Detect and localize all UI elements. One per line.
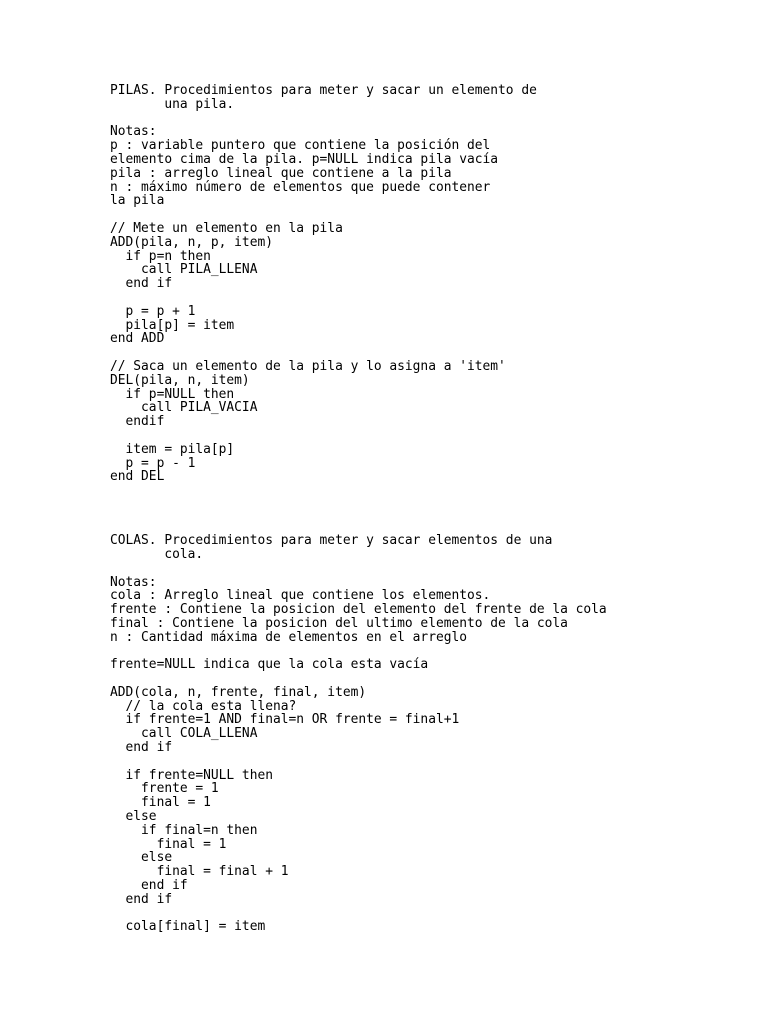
code-line: ADD(cola, n, frente, final, item) [110,684,367,700]
code-line [110,291,750,305]
code-line [110,429,750,443]
document-page [110,84,750,934]
code-line: end if [110,276,173,292]
code-line: endif [110,414,165,430]
pilas-title-line: PILAS. Procedimientos para meter y sacar un elemento de [110,83,537,98]
code-line: end if [110,878,188,894]
pilas-notes-line: pila : arreglo lineal que contiene a la pila [110,165,452,181]
pilas-title-line: una pila. [110,96,235,112]
colas-notes-line: final : Contiene la posicion del ultimo elemento de la cola [110,615,568,631]
colas-notes-line: n : Cantidad máxima de elementos en el arreglo [110,629,467,645]
code-line: end ADD [110,331,165,347]
pilas-title [110,84,750,112]
code-line: end if [110,891,173,907]
colas-notes-line: Notas: [110,574,157,590]
code-line: if p=NULL then [110,386,235,402]
pilas-notes-line: n : máximo número de elementos que puede contener [110,179,491,195]
code-line: frente = 1 [110,781,219,797]
code-line: else [110,809,157,825]
code-line: cola[final] = item [110,919,266,935]
code-line: if frente=1 AND final=n OR frente = final+1 [110,712,460,728]
pilas-section [110,84,750,484]
colas-empty-note: frente=NULL indica que la cola esta vacía [110,657,429,673]
colas-notes [110,576,750,645]
code-line: call PILA_VACIA [110,400,258,416]
code-line: call PILA_LLENA [110,262,258,278]
code-line [110,755,750,769]
code-line: if p=n then [110,248,211,264]
code-line: end DEL [110,469,165,485]
code-line: // Saca un elemento de la pila y lo asigna a 'item' [110,358,506,374]
code-line: if frente=NULL then [110,767,273,783]
code-line: // Mete un elemento en la pila [110,220,343,236]
colas-add-procedure [110,686,750,934]
colas-section [110,534,750,934]
code-line: final = 1 [110,836,227,852]
code-line: pila[p] = item [110,317,235,333]
code-line: else [110,850,173,866]
code-line: final = final + 1 [110,864,289,880]
pilas-add-procedure [110,222,750,346]
colas-title-line: cola. [110,546,204,562]
pilas-del-procedure [110,360,750,484]
code-line: end if [110,740,173,756]
code-line: // la cola esta llena? [110,698,297,714]
colas-notes-line: cola : Arreglo lineal que contiene los elementos. [110,588,491,604]
code-line [110,907,750,921]
code-line: if final=n then [110,822,258,838]
pilas-notes [110,125,750,208]
code-line: p = p + 1 [110,303,196,319]
colas-notes-line: frente : Contiene la posicion del elemento del frente de la cola [110,602,607,618]
code-line: call COLA_LLENA [110,726,258,742]
code-line: DEL(pila, n, item) [110,372,250,388]
code-line: final = 1 [110,795,211,811]
pilas-notes-line: Notas: [110,124,157,140]
code-line: p = p - 1 [110,455,196,471]
code-line: item = pila[p] [110,441,235,457]
code-line: ADD(pila, n, p, item) [110,234,273,250]
pilas-notes-line: elemento cima de la pila. p=NULL indica pila vacía [110,151,499,167]
pilas-notes-line: la pila [110,193,165,209]
colas-title-line: COLAS. Procedimientos para meter y sacar elementos de una [110,533,553,549]
pilas-notes-line: p : variable puntero que contiene la posición del [110,138,491,154]
colas-title [110,534,750,562]
